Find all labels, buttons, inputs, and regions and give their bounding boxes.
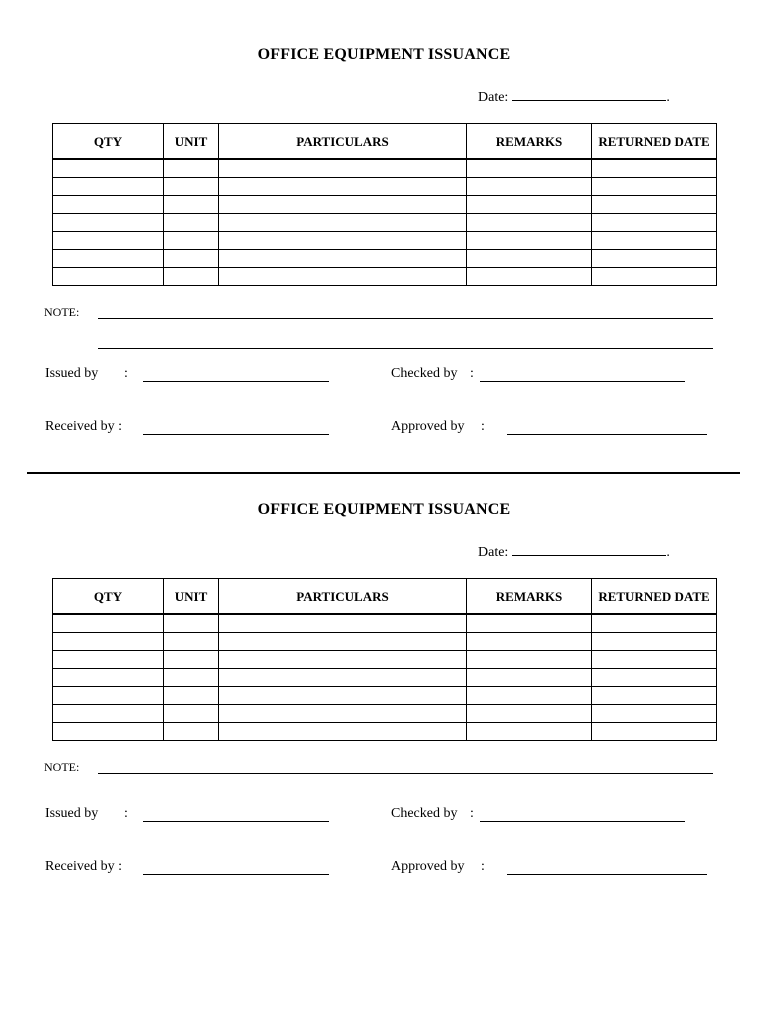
checked-by-colon: : [470,366,474,381]
cell-remarks[interactable] [467,614,592,633]
issued-by-colon: : [124,806,128,821]
cell-particulars[interactable] [219,214,467,232]
cell-particulars[interactable] [219,669,467,687]
cell-qty[interactable] [53,614,164,633]
cell-remarks[interactable] [467,723,592,741]
table-row [53,159,717,178]
cell-qty[interactable] [53,268,164,286]
cell-unit[interactable] [164,232,219,250]
cell-qty[interactable] [53,651,164,669]
received-by-field[interactable] [143,434,329,435]
table-row [53,268,717,286]
cell-remarks[interactable] [467,232,592,250]
table-row [53,669,717,687]
date-row [478,543,670,561]
cell-qty[interactable] [53,178,164,196]
column-header-particulars: PARTICULARS [219,579,467,615]
cell-qty[interactable] [53,196,164,214]
cell-qty[interactable] [53,633,164,651]
approved-by-field[interactable] [507,874,707,875]
cell-particulars[interactable] [219,687,467,705]
equipment-table [52,578,717,741]
table-row [53,651,717,669]
cell-particulars[interactable] [219,196,467,214]
cell-particulars[interactable] [219,232,467,250]
cell-particulars[interactable] [219,705,467,723]
approved-by-label: Approved by [391,419,465,434]
cell-returned-date[interactable] [592,705,717,723]
cell-unit[interactable] [164,178,219,196]
table-row [53,196,717,214]
cell-remarks[interactable] [467,250,592,268]
note-label: NOTE: [44,760,80,774]
approved-by-field[interactable] [507,434,707,435]
date-field[interactable] [512,543,666,556]
cell-unit[interactable] [164,687,219,705]
cell-qty[interactable] [53,723,164,741]
cell-returned-date[interactable] [592,159,717,178]
table-row [53,723,717,741]
column-header-returned-date-text: RETURNED DATE [598,133,710,149]
cell-returned-date[interactable] [592,633,717,651]
note-label: NOTE: [44,305,80,319]
table-row [53,232,717,250]
cell-unit[interactable] [164,614,219,633]
cell-particulars[interactable] [219,633,467,651]
issued-by-field[interactable] [143,381,329,382]
cell-returned-date[interactable] [592,651,717,669]
column-header-qty: QTY [53,579,164,615]
equipment-table [52,123,717,286]
cell-unit[interactable] [164,633,219,651]
column-header-qty: QTY [53,124,164,160]
form-title: OFFICE EQUIPMENT ISSUANCE [257,46,511,63]
cell-returned-date[interactable] [592,178,717,196]
column-header-particulars: PARTICULARS [219,124,467,160]
table-row [53,705,717,723]
checked-by-label: Checked by [391,806,458,821]
cell-particulars[interactable] [219,651,467,669]
cell-qty[interactable] [53,232,164,250]
column-header-returned-date [592,579,717,615]
column-header-returned-date [592,124,717,160]
cell-remarks[interactable] [467,651,592,669]
cell-unit[interactable] [164,196,219,214]
cell-particulars[interactable] [219,268,467,286]
date-label: Date: [478,545,509,560]
note-line-1[interactable] [98,773,713,774]
note-line-1[interactable] [98,318,713,319]
cell-unit[interactable] [164,214,219,232]
cell-returned-date[interactable] [592,687,717,705]
approved-by-label: Approved by [391,859,465,874]
note-line-2[interactable] [98,348,713,349]
cell-unit[interactable] [164,651,219,669]
cell-returned-date[interactable] [592,250,717,268]
cell-returned-date[interactable] [592,669,717,687]
cell-particulars[interactable] [219,159,467,178]
issued-by-label: Issued by [45,806,99,821]
checked-by-colon: : [470,806,474,821]
table-row [53,250,717,268]
cell-returned-date[interactable] [592,614,717,633]
table-row [53,687,717,705]
cell-unit[interactable] [164,723,219,741]
form-title: OFFICE EQUIPMENT ISSUANCE [257,501,511,518]
cell-remarks[interactable] [467,633,592,651]
cell-qty[interactable] [53,214,164,232]
cell-unit[interactable] [164,268,219,286]
column-header-returned-date-text: RETURNED DATE [598,588,710,604]
received-by-field[interactable] [143,874,329,875]
issued-by-colon: : [124,366,128,381]
cell-remarks[interactable] [467,669,592,687]
issued-by-field[interactable] [143,821,329,822]
cell-unit[interactable] [164,250,219,268]
table-header-row [53,579,717,615]
cell-qty[interactable] [53,250,164,268]
cell-returned-date[interactable] [592,196,717,214]
cell-remarks[interactable] [467,178,592,196]
received-by-label: Received by : [45,419,122,434]
cell-particulars[interactable] [219,723,467,741]
cell-remarks[interactable] [467,196,592,214]
cell-qty[interactable] [53,669,164,687]
cell-particulars[interactable] [219,250,467,268]
checked-by-label: Checked by [391,366,458,381]
cell-returned-date[interactable] [592,723,717,741]
table-row [53,633,717,651]
approved-by-colon: : [481,859,485,874]
cell-remarks[interactable] [467,214,592,232]
cell-qty[interactable] [53,705,164,723]
cell-returned-date[interactable] [592,232,717,250]
column-header-remarks: REMARKS [467,579,592,615]
cell-qty[interactable] [53,687,164,705]
cell-remarks[interactable] [467,705,592,723]
cell-remarks[interactable] [467,687,592,705]
approved-by-colon: : [481,419,485,434]
table-row [53,614,717,633]
cell-particulars[interactable] [219,178,467,196]
cell-unit[interactable] [164,159,219,178]
table-row [53,214,717,232]
date-label: Date: [478,90,509,105]
date-trail: . [666,545,670,560]
issued-by-label: Issued by [45,366,99,381]
cell-unit[interactable] [164,705,219,723]
cell-particulars[interactable] [219,614,467,633]
received-by-label: Received by : [45,859,122,874]
date-field[interactable] [512,88,666,101]
column-header-unit: UNIT [164,124,219,160]
column-header-unit: UNIT [164,579,219,615]
cell-remarks[interactable] [467,159,592,178]
checked-by-field[interactable] [480,821,685,822]
checked-by-field[interactable] [480,381,685,382]
cell-returned-date[interactable] [592,214,717,232]
table-header-row [53,124,717,160]
date-row [478,88,670,106]
cell-qty[interactable] [53,159,164,178]
cut-divider [27,472,740,474]
date-trail: . [666,90,670,105]
table-row [53,178,717,196]
cell-remarks[interactable] [467,268,592,286]
cell-unit[interactable] [164,669,219,687]
column-header-remarks: REMARKS [467,124,592,160]
cell-returned-date[interactable] [592,268,717,286]
